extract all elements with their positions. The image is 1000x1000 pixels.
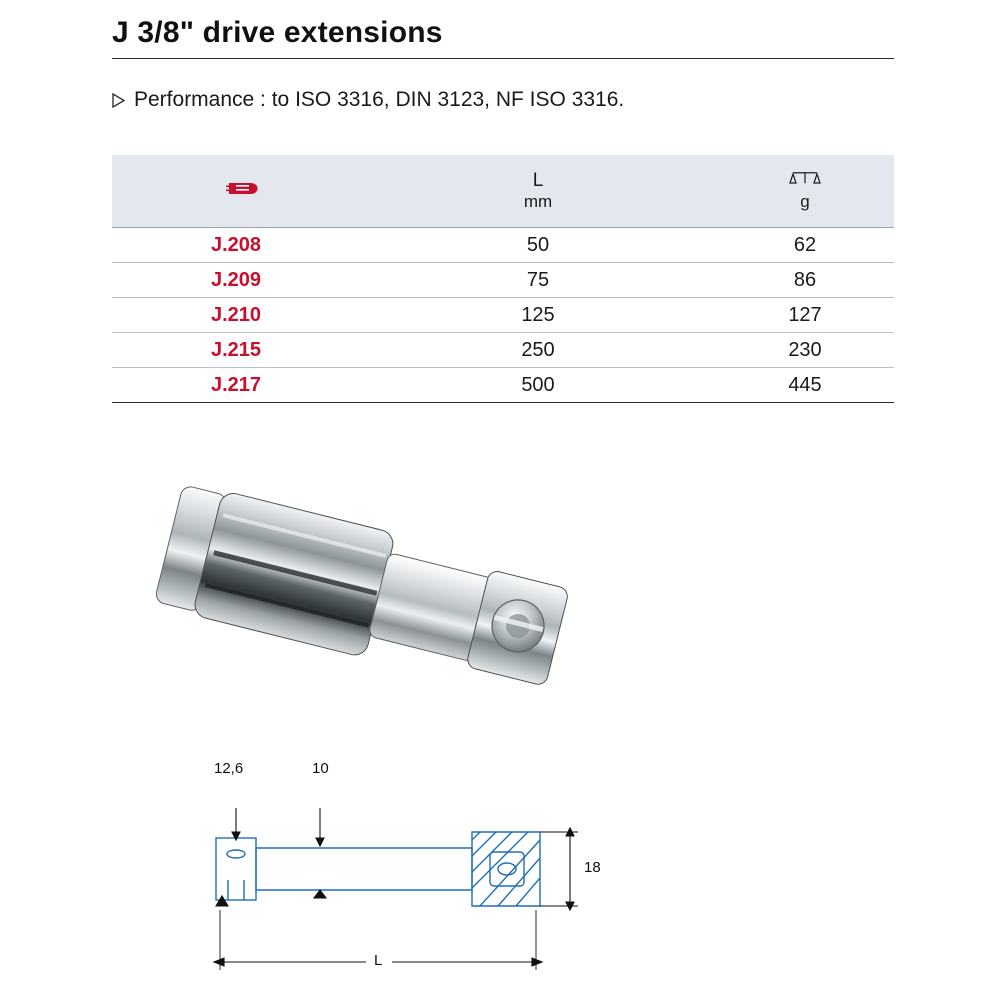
cell-weight: 127	[716, 298, 894, 333]
table-header-row	[112, 155, 894, 228]
table-row	[112, 333, 894, 368]
table-row	[112, 368, 894, 403]
triangle-right-icon	[112, 93, 125, 108]
title-divider	[112, 58, 894, 59]
technical-drawing	[180, 740, 640, 990]
header-length-unit: mm	[523, 192, 553, 212]
cell-length: 50	[360, 228, 716, 263]
dimension-socket-width: 12,6	[214, 760, 244, 777]
header-weight-unit: g	[800, 192, 810, 212]
catalogue-ref-icon	[226, 180, 260, 203]
cell-reference: J.208	[112, 228, 360, 263]
table-row	[112, 263, 894, 298]
cell-weight: 230	[716, 333, 894, 368]
drive-extension-photo	[150, 470, 580, 720]
cell-weight: 62	[716, 228, 894, 263]
scale-icon	[788, 170, 822, 192]
cell-weight: 86	[716, 263, 894, 298]
cell-weight: 445	[716, 368, 894, 403]
cell-length: 75	[360, 263, 716, 298]
table-body	[112, 228, 894, 403]
page-title: J 3/8" drive extensions	[112, 16, 443, 49]
header-length-label: L	[532, 170, 544, 192]
header-weight	[716, 155, 894, 228]
spec-table-wrapper	[112, 155, 894, 403]
dimension-head-height: 18	[584, 859, 601, 876]
dimension-length: L	[374, 952, 383, 969]
dimension-drive-size: 10	[312, 760, 329, 777]
table-row	[112, 228, 894, 263]
table-header	[112, 155, 894, 228]
cell-reference: J.209	[112, 263, 360, 298]
cell-length: 125	[360, 298, 716, 333]
performance-text: Performance : to ISO 3316, DIN 3123, NF ISO 3316.	[134, 88, 625, 111]
header-reference	[112, 155, 360, 228]
cell-length: 500	[360, 368, 716, 403]
cell-reference: J.210	[112, 298, 360, 333]
header-length	[360, 155, 716, 228]
cell-reference: J.215	[112, 333, 360, 368]
table-row	[112, 298, 894, 333]
title-block	[112, 16, 892, 59]
spec-table	[112, 155, 894, 403]
performance-line	[112, 88, 624, 112]
cell-length: 250	[360, 333, 716, 368]
cell-reference: J.217	[112, 368, 360, 403]
